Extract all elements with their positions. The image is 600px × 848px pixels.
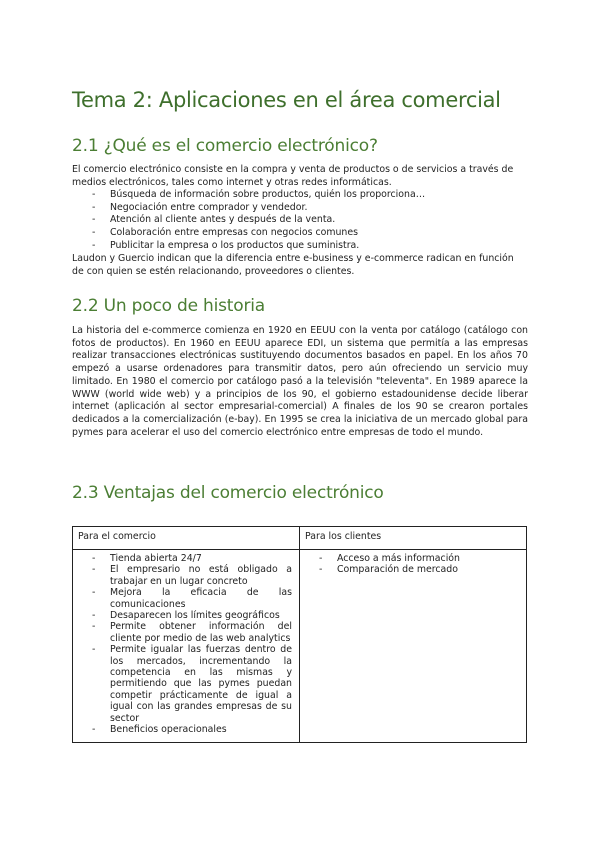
list-item: - Beneficios operacionales <box>78 724 294 735</box>
section-heading-2-1: 2.1 ¿Qué es el comercio electrónico? <box>72 136 378 156</box>
list-item: - Permite obtener información del cliente por medio de las web analytics <box>78 621 294 644</box>
section-2-1-outro: Laudon y Guercio indican que la diferencia entre e-business y e-commerce radican en función de con quien se estén relacionando, proveedores o clientes. <box>72 253 514 277</box>
section-2-1-intro: El comercio electrónico consiste en la compra y venta de productos o de servicios a través de medios electrónicos, tales como internet y otras redes informáticas. <box>72 164 514 188</box>
table-cell-comercio <box>73 550 300 743</box>
section-2-2-body: La historia del e-commerce comienza en 1920 en EEUU con la venta por catálogo (catálogo con fotos de productos). En 1960 en EEUU aparece EDI, un sistema que permitía a las empresas realizar transacciones electrónicas sustituyendo documentos basados en papel. En los años 70 empezó a usarse ordenadores para transmitir datos, pero aún ofreciendo un servicio muy limitado. En 1980 el comercio por catálogo pasó a la televisión "televenta". En 1989 aparece la WWW (world wide web) y a principios de los 90, el gobierno estadounidense decide liberar internet (aplicación al sector empresarial-comercial) A finales de los 90 se crearon portales dedicados a la comercialización (e-bay). En 1995 se crea la iniciativa de un mercado global para pymes para acelerar el uso del comercio electrónico entre empresas de todo el mundo. <box>72 325 528 438</box>
list-item: - Publicitar la empresa o los productos que suministra. <box>72 240 425 253</box>
comercio-list <box>78 553 294 736</box>
list-item: - Tienda abierta 24/7 <box>78 553 294 564</box>
table-header-clientes: Para los clientes <box>300 527 527 550</box>
table-cell-clientes <box>300 550 527 743</box>
list-item: - Colaboración entre empresas con negocios comunes <box>72 227 425 240</box>
list-item: - Acceso a más información <box>305 553 521 564</box>
section-heading-2-2: 2.2 Un poco de historia <box>72 296 266 316</box>
list-item: - El empresario no está obligado a trabajar en un lugar concreto <box>78 564 294 587</box>
list-item: - Permite igualar las fuerzas dentro de los mercados, incrementando la competencia en las mismas y permitiendo que las pymes puedan competir prácticamente de igual a igual con las grandes empresas de su sector <box>78 644 294 724</box>
list-item: - Comparación de mercado <box>305 564 521 575</box>
list-item: - Negociación entre comprador y vendedor. <box>72 202 425 215</box>
table-header-comercio: Para el comercio <box>73 527 300 550</box>
list-item: - Atención al cliente antes y después de la venta. <box>72 214 425 227</box>
page-title: Tema 2: Aplicaciones en el área comercial <box>72 88 501 112</box>
advantages-table <box>72 526 527 743</box>
section-heading-2-3: 2.3 Ventajas del comercio electrónico <box>72 483 384 503</box>
list-item: - Desaparecen los límites geográficos <box>78 610 294 621</box>
section-2-1-list <box>72 189 425 253</box>
list-item: - Mejora la eficacia de las comunicaciones <box>78 587 294 610</box>
clientes-list <box>305 553 521 576</box>
list-item: - Búsqueda de información sobre productos, quién los proporciona… <box>72 189 425 202</box>
